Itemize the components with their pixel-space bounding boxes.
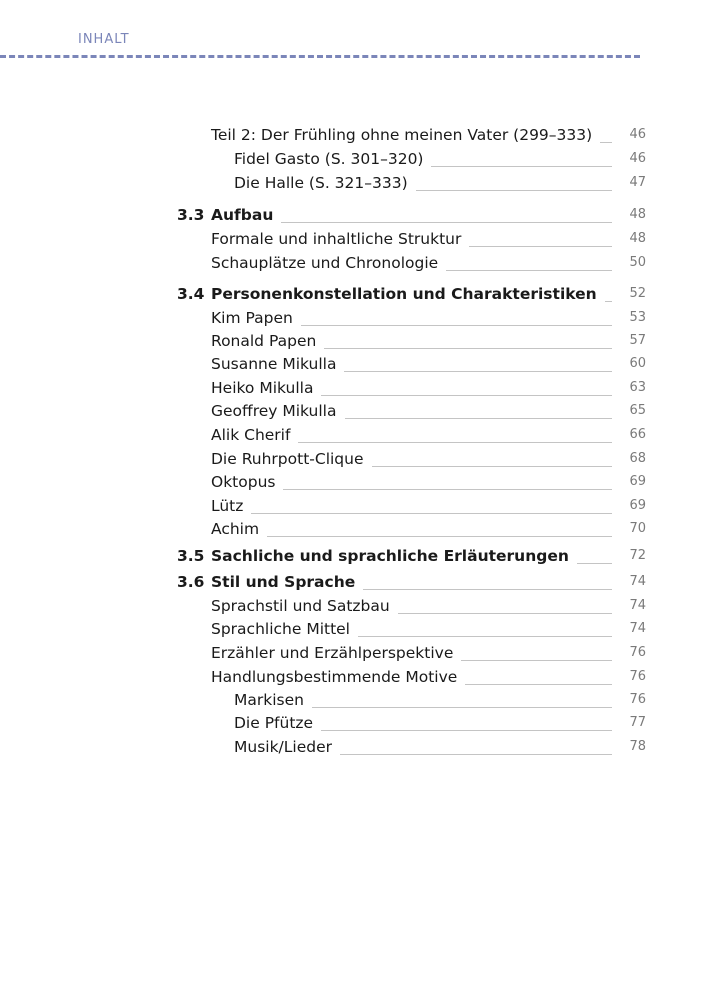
dot-leader-line	[344, 370, 612, 372]
chapter-number: 3.3	[177, 206, 205, 224]
toc-entry-title: Markisen	[234, 691, 304, 709]
toc-entry-row	[0, 665, 722, 689]
toc-entry-title: Stil und Sprache	[211, 573, 356, 591]
toc-entry-row	[0, 517, 722, 541]
page-number: 50	[629, 255, 646, 270]
toc-chapter-row	[0, 570, 722, 594]
toc-entry	[211, 399, 612, 423]
toc-entry-title: Alik Cherif	[211, 426, 291, 444]
dot-leader-line	[267, 535, 612, 537]
toc-entry-title: Die Pfütze	[234, 714, 314, 732]
page-number: 65	[629, 403, 646, 418]
section-title: INHALT	[78, 32, 130, 47]
toc-entry-row	[0, 306, 722, 330]
dot-leader-line	[461, 659, 612, 661]
toc-entry	[211, 544, 612, 568]
page-number: 57	[629, 333, 646, 348]
toc-entry-title: Erzähler und Erzählperspektive	[211, 644, 454, 662]
toc-entry-row	[0, 147, 722, 171]
dot-leader-line	[301, 324, 612, 326]
toc-entry-title: Kim Papen	[211, 309, 293, 327]
dot-leader-line	[321, 394, 612, 396]
page-number: 78	[629, 739, 646, 754]
dot-leader-line	[298, 441, 612, 443]
dot-leader-line	[340, 753, 612, 755]
toc-entry	[211, 447, 612, 471]
toc-entry	[211, 227, 612, 251]
page-number: 48	[629, 231, 646, 246]
toc-entry	[234, 147, 612, 171]
page-number: 46	[629, 127, 646, 142]
toc-entry-title: Musik/Lieder	[234, 738, 333, 756]
toc-entry-title: Aufbau	[211, 206, 274, 224]
toc-chapter-row	[0, 203, 722, 227]
dot-leader-line	[358, 635, 612, 637]
page-number: 76	[629, 669, 646, 684]
toc-entry-title: Geoffrey Mikulla	[211, 402, 337, 420]
toc-entry-title: Schauplätze und Chronologie	[211, 254, 439, 272]
toc-entry-row	[0, 735, 722, 759]
toc-entry-row	[0, 688, 722, 712]
dot-leader-line	[372, 465, 612, 467]
dot-leader-line	[283, 488, 612, 490]
dot-leader-line	[398, 612, 612, 614]
page-number: 72	[629, 548, 646, 563]
toc-entry-title: Oktopus	[211, 473, 276, 491]
toc-entry	[211, 306, 612, 330]
toc-entry	[234, 688, 612, 712]
page-number: 70	[629, 521, 646, 536]
toc-entry	[211, 251, 612, 275]
dot-leader-line	[363, 588, 612, 590]
toc-entry-row	[0, 352, 722, 376]
page-number: 76	[629, 645, 646, 660]
toc-chapter-row	[0, 544, 722, 568]
page-number: 69	[629, 498, 646, 513]
toc-entry-title: Die Halle (S. 321–333)	[234, 174, 408, 192]
toc-entry-title: Die Ruhrpott-Clique	[211, 450, 364, 468]
toc-entry-row	[0, 711, 722, 735]
dot-leader-line	[431, 165, 612, 167]
toc-entry-row	[0, 251, 722, 275]
toc-entry-row	[0, 329, 722, 353]
dot-leader-line	[281, 221, 612, 223]
toc-entry	[211, 423, 612, 447]
toc-entry-title: Teil 2: Der Frühling ohne meinen Vater (299–333)	[211, 126, 593, 144]
toc-entry-row	[0, 641, 722, 665]
toc-entry-title: Ronald Papen	[211, 332, 317, 350]
toc-entry-row	[0, 617, 722, 641]
page-number: 63	[629, 380, 646, 395]
page-number: 46	[629, 151, 646, 166]
page-number: 52	[629, 286, 646, 301]
toc-entry	[211, 517, 612, 541]
toc-entry	[211, 352, 612, 376]
page-number: 76	[629, 692, 646, 707]
toc-entry-row	[0, 399, 722, 423]
toc-entry-title: Fidel Gasto (S. 301–320)	[234, 150, 424, 168]
toc-entry-title: Sachliche und sprachliche Erläuterungen	[211, 547, 569, 565]
toc-entry-title: Lütz	[211, 497, 244, 515]
toc-entry-row	[0, 423, 722, 447]
dot-leader-line	[345, 417, 613, 419]
toc-entry-title: Achim	[211, 520, 260, 538]
toc-entry	[211, 470, 612, 494]
toc-entry	[211, 641, 612, 665]
dot-leader-line	[416, 189, 612, 191]
toc-entry-title: Sprachliche Mittel	[211, 620, 350, 638]
toc-entry-row	[0, 594, 722, 618]
toc-entry-title: Handlungsbestimmende Motive	[211, 668, 458, 686]
toc-entry-title: Heiko Mikulla	[211, 379, 314, 397]
chapter-number: 3.6	[177, 573, 205, 591]
page-number: 74	[629, 621, 646, 636]
toc-entry-title: Formale und inhaltliche Struktur	[211, 230, 462, 248]
toc-entry	[211, 617, 612, 641]
dot-leader-line	[251, 512, 612, 514]
page-number: 69	[629, 474, 646, 489]
page-number: 68	[629, 451, 646, 466]
toc-entry	[211, 282, 612, 306]
page-number: 74	[629, 598, 646, 613]
dot-leader-line	[324, 347, 612, 349]
toc-entry	[211, 329, 612, 353]
page-number: 74	[629, 574, 646, 589]
page-number: 48	[629, 207, 646, 222]
toc-entry-title: Sprachstil und Satzbau	[211, 597, 390, 615]
toc-entry-row	[0, 227, 722, 251]
dot-leader-line	[446, 269, 612, 271]
chapter-number: 3.4	[177, 285, 205, 303]
toc-chapter-row	[0, 282, 722, 306]
dot-leader-line	[312, 706, 612, 708]
toc-entry	[234, 711, 612, 735]
page-number: 53	[629, 310, 646, 325]
toc-entry	[211, 376, 612, 400]
toc-entry-row	[0, 171, 722, 195]
toc-entry-row	[0, 447, 722, 471]
toc-entry	[234, 171, 612, 195]
page-number: 60	[629, 356, 646, 371]
chapter-number: 3.5	[177, 547, 205, 565]
toc-entry	[234, 735, 612, 759]
toc-entry	[211, 570, 612, 594]
toc-entry-title: Susanne Mikulla	[211, 355, 337, 373]
toc-entry-row	[0, 376, 722, 400]
toc-entry	[211, 594, 612, 618]
toc-entry-row	[0, 470, 722, 494]
dot-leader-line	[321, 729, 612, 731]
toc-entry-title: Personenkonstellation und Charakteristiken	[211, 285, 597, 303]
dot-leader-line	[577, 562, 612, 564]
toc-entry-row	[0, 494, 722, 518]
toc-entry	[211, 203, 612, 227]
dot-leader-line	[465, 683, 612, 685]
toc-entry	[211, 123, 612, 147]
toc-entry	[211, 665, 612, 689]
page-number: 77	[629, 715, 646, 730]
dot-leader-line	[469, 245, 612, 247]
toc-entry-row	[0, 123, 722, 147]
page-number: 66	[629, 427, 646, 442]
toc-entry	[211, 494, 612, 518]
page-number: 47	[629, 175, 646, 190]
